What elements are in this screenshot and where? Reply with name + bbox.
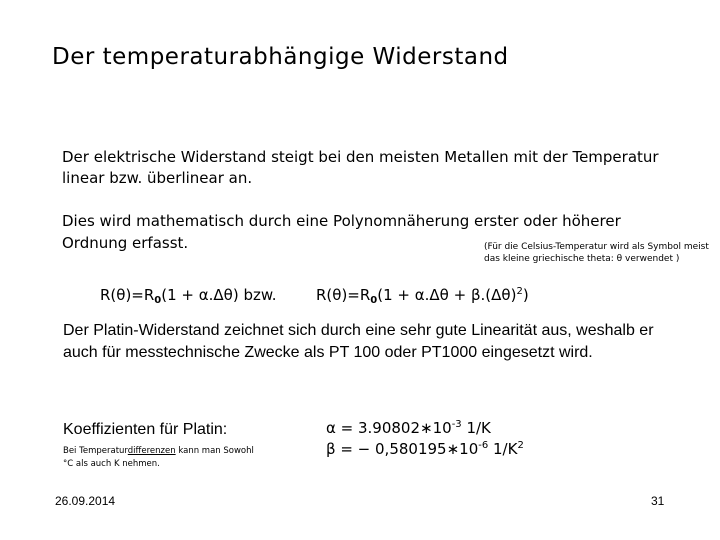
formula-quadratic-sup: 2 <box>516 286 523 297</box>
formula-linear-rhs: (1 + α.Δθ) bzw. <box>161 286 277 304</box>
coefficients-note-underline: differenzen <box>127 446 176 456</box>
coefficients-note-b: kann man Sowohl °C als auch K nehmen. <box>63 446 254 469</box>
coefficient-alpha <box>326 419 491 437</box>
coefficients-note <box>63 445 263 471</box>
formula-quadratic-end: ) <box>522 286 529 304</box>
formula-quadratic-sub: 0 <box>370 295 378 306</box>
formula-linear-sub: 0 <box>154 295 162 306</box>
paragraph-platinum: Der Platin-Widerstand zeichnet sich durch eine sehr gute Linearität aus, weshalb er auch für messtechnische Zwecke als PT 100 oder PT1000 eingesetzt wird. <box>63 322 654 361</box>
formula-quadratic-lhs: R(θ)=R <box>316 286 371 304</box>
beta-unit-exponent: 2 <box>517 440 524 451</box>
alpha-value: α = 3.90802∗10 <box>326 419 452 437</box>
beta-unit: 1/K <box>488 440 518 458</box>
formula-linear-lhs: R(θ)=R <box>100 286 155 304</box>
formula-quadratic <box>316 286 529 306</box>
slide-title: Der temperaturabhängige Widerstand <box>52 44 509 70</box>
formula-linear <box>100 286 277 306</box>
footer-date: 26.09.2014 <box>55 494 116 508</box>
alpha-exponent: -3 <box>451 419 462 430</box>
alpha-unit: 1/K <box>461 419 491 437</box>
note-theta: (Für die Celsius-Temperatur wird als Symbol meist das kleine griechische theta: θ verwendet ) <box>484 242 709 264</box>
coefficients-note-a: Bei Temperatur <box>63 446 128 456</box>
page-number: 31 <box>651 494 665 508</box>
formula-quadratic-rhs: (1 + α.Δθ + β.(Δθ) <box>377 286 517 304</box>
beta-value: β = − 0,580195∗10 <box>326 440 479 458</box>
coefficient-beta <box>326 440 524 458</box>
paragraph-polynomial: Dies wird mathematisch durch eine Polynomnäherung erster oder höherer Ordnung erfasst. <box>62 212 621 252</box>
paragraph-resistance: Der elektrische Widerstand steigt bei den meisten Metallen mit der Temperatur linear bzw. überlinear an. <box>62 148 659 187</box>
beta-exponent: -6 <box>478 440 489 451</box>
coefficients-label: Koeffizienten für Platin: <box>63 421 228 438</box>
